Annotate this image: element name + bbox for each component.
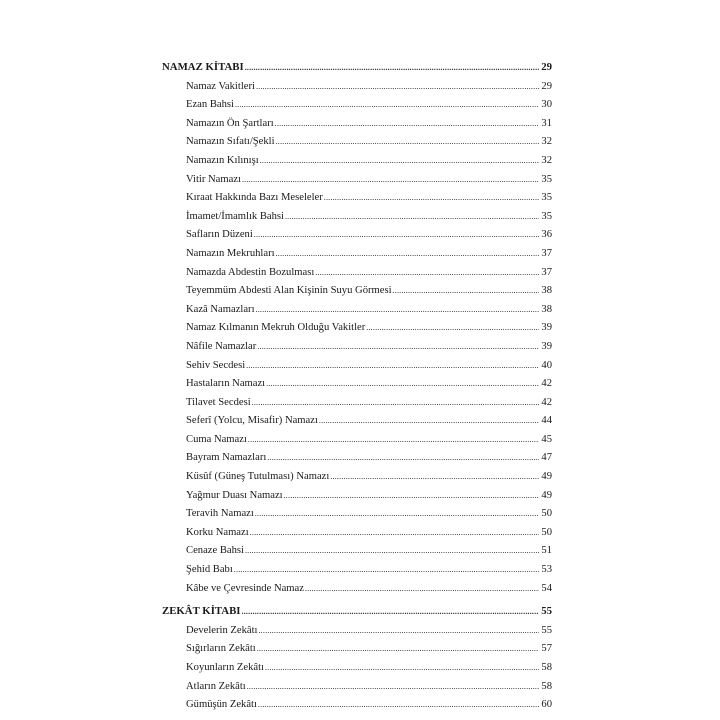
entry-title: Hastaların Namazı <box>186 378 266 390</box>
dot-leader <box>235 96 539 115</box>
dot-leader <box>257 338 539 357</box>
entry-title: Korku Namazı <box>186 526 249 538</box>
section-page-number: 29 <box>541 61 552 73</box>
section-page-number: 55 <box>541 605 552 618</box>
entry-title: Safların Düzeni <box>186 229 253 241</box>
entry-title: Teyemmüm Abdesti Alan Kişinin Suyu Görmesi <box>186 285 392 297</box>
dot-leader <box>258 622 539 641</box>
dot-leader <box>256 301 539 320</box>
toc-entry <box>162 468 552 487</box>
toc-entry <box>162 394 552 413</box>
toc-entry <box>162 282 552 301</box>
dot-leader <box>319 412 539 431</box>
entry-page-number: 38 <box>541 285 552 297</box>
dot-leader <box>266 375 539 394</box>
entry-title: Namazın Kılınışı <box>186 154 259 166</box>
dot-leader <box>234 561 539 580</box>
entry-page-number: 38 <box>541 303 552 315</box>
entry-page-number: 37 <box>541 266 552 278</box>
entry-page-number: 35 <box>541 210 552 222</box>
toc-entry <box>162 78 552 97</box>
dot-leader <box>258 696 539 715</box>
dot-leader <box>393 282 539 301</box>
entry-page-number: 60 <box>541 699 552 711</box>
toc-entry <box>162 449 552 468</box>
entry-page-number: 53 <box>541 564 552 576</box>
toc-entry <box>162 524 552 543</box>
entry-page-number: 36 <box>541 229 552 241</box>
toc-entry <box>162 431 552 450</box>
toc-entry <box>162 659 552 678</box>
dot-leader <box>260 152 539 171</box>
entry-title: Namazın Sıfatı/Şekli <box>186 136 275 148</box>
entry-page-number: 30 <box>541 99 552 111</box>
toc-entry <box>162 375 552 394</box>
dot-leader <box>285 208 539 227</box>
toc-section-heading <box>162 58 552 77</box>
entry-title: Cenaze Bahsi <box>186 545 244 557</box>
toc-entry <box>162 580 552 599</box>
entry-page-number: 47 <box>541 452 552 464</box>
entry-page-number: 40 <box>541 359 552 371</box>
entry-title: Atların Zekâtı <box>186 680 246 692</box>
entry-title: Namaz Kılmanın Mekruh Olduğu Vakitler <box>186 322 366 334</box>
entry-title: Seferî (Yolcu, Misafir) Namazı <box>186 415 318 427</box>
toc-entry <box>162 301 552 320</box>
entry-title: Tilavet Secdesi <box>186 396 251 408</box>
entry-page-number: 39 <box>541 340 552 352</box>
entry-title: Namazın Ön Şartları <box>186 117 274 129</box>
entry-page-number: 45 <box>541 433 552 445</box>
entry-title: Teravih Namazı <box>186 508 254 520</box>
dot-leader <box>284 487 539 506</box>
dot-leader <box>256 78 539 97</box>
dot-leader <box>315 264 539 283</box>
entry-page-number: 55 <box>541 624 552 636</box>
entry-title: Nâfile Namazlar <box>186 340 257 352</box>
toc-entry <box>162 487 552 506</box>
entry-page-number: 35 <box>541 173 552 185</box>
dot-leader <box>248 431 539 450</box>
toc-entry <box>162 561 552 580</box>
entry-title: Sehiv Secdesi <box>186 359 246 371</box>
entry-title: Küsûf (Güneş Tutulması) Namazı <box>186 471 330 483</box>
entry-title: Bayram Namazları <box>186 452 267 464</box>
entry-page-number: 49 <box>541 471 552 483</box>
entry-title: Namaz Vakitleri <box>186 80 255 92</box>
dot-leader <box>242 603 539 622</box>
entry-title: Şehid Babı <box>186 564 233 576</box>
entry-title: Develerin Zekâtı <box>186 624 258 636</box>
toc-entry <box>162 208 552 227</box>
toc-entry <box>162 412 552 431</box>
entry-page-number: 31 <box>541 117 552 129</box>
entry-title: Sığırların Zekâtı <box>186 643 256 655</box>
toc-entry <box>162 622 552 641</box>
dot-leader <box>246 357 539 376</box>
dot-leader <box>276 245 539 264</box>
entry-title: Kâbe ve Çevresinde Namaz <box>186 582 304 594</box>
entry-title: Yağmur Duası Namazı <box>186 489 283 501</box>
entry-title: İmamet/İmamlık Bahsi <box>186 210 284 222</box>
dot-leader <box>305 580 539 599</box>
toc-entry <box>162 338 552 357</box>
entry-page-number: 57 <box>541 643 552 655</box>
dot-leader <box>324 189 539 208</box>
entry-title: Gümüşün Zekâtı <box>186 699 257 711</box>
entry-title: Namazın Mekruhları <box>186 247 275 259</box>
entry-title: Ezan Bahsi <box>186 99 234 111</box>
dot-leader <box>245 542 539 561</box>
toc-entry <box>162 542 552 561</box>
toc-entry <box>162 189 552 208</box>
entry-page-number: 32 <box>541 154 552 166</box>
entry-page-number: 35 <box>541 192 552 204</box>
entry-title: Vitir Namazı <box>186 173 241 185</box>
dot-leader <box>265 659 539 678</box>
entry-page-number: 58 <box>541 680 552 692</box>
toc-entry <box>162 678 552 697</box>
toc-entry <box>162 115 552 134</box>
toc-entry <box>162 696 552 715</box>
table-of-contents <box>162 58 552 715</box>
section-title: NAMAZ KİTABI <box>162 61 244 73</box>
entry-page-number: 39 <box>541 322 552 334</box>
dot-leader <box>276 133 539 152</box>
toc-entry <box>162 96 552 115</box>
entry-page-number: 32 <box>541 136 552 148</box>
entry-title: Cuma Namazı <box>186 433 247 445</box>
dot-leader <box>330 468 539 487</box>
entry-title: Koyunların Zekâtı <box>186 662 264 673</box>
entry-page-number: 58 <box>541 662 552 673</box>
toc-section-heading <box>162 602 552 621</box>
dot-leader <box>255 505 539 524</box>
dot-leader <box>247 678 539 697</box>
dot-leader <box>242 171 539 190</box>
dot-leader <box>245 59 539 78</box>
entry-title: Kıraat Hakkında Bazı Meseleler <box>186 192 323 204</box>
entry-page-number: 42 <box>541 396 552 408</box>
dot-leader <box>275 115 539 134</box>
entry-page-number: 37 <box>541 247 552 259</box>
toc-entry <box>162 264 552 283</box>
toc-entry <box>162 640 552 659</box>
toc-entry <box>162 133 552 152</box>
dot-leader <box>252 394 539 413</box>
dot-leader <box>257 640 539 659</box>
toc-entry <box>162 226 552 245</box>
entry-title: Namazda Abdestin Bozulması <box>186 266 315 278</box>
entry-page-number: 50 <box>541 508 552 520</box>
entry-page-number: 50 <box>541 526 552 538</box>
toc-entry <box>162 505 552 524</box>
toc-entry <box>162 319 552 338</box>
toc-entry <box>162 152 552 171</box>
dot-leader <box>250 524 539 543</box>
entry-page-number: 44 <box>541 415 552 427</box>
toc-entry <box>162 357 552 376</box>
entry-page-number: 42 <box>541 378 552 390</box>
entry-page-number: 29 <box>541 80 552 92</box>
dot-leader <box>267 449 539 468</box>
dot-leader <box>366 319 539 338</box>
entry-page-number: 49 <box>541 489 552 501</box>
section-title: ZEKÂT KİTABI <box>162 605 241 618</box>
entry-title: Kazâ Namazları <box>186 303 255 315</box>
entry-page-number: 51 <box>541 545 552 557</box>
entry-page-number: 54 <box>541 582 552 594</box>
dot-leader <box>254 226 539 245</box>
toc-entry <box>162 245 552 264</box>
toc-entry <box>162 171 552 190</box>
